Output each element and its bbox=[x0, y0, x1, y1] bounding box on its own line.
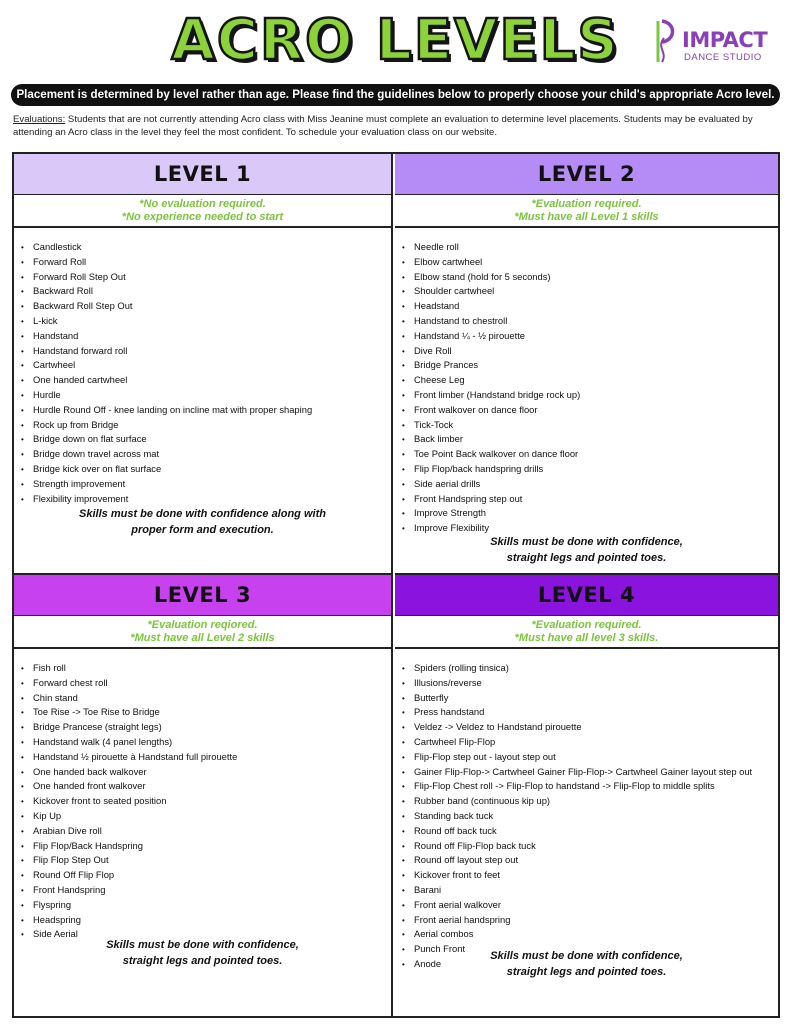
skill-item bbox=[21, 720, 391, 735]
bullet-icon: • bbox=[21, 930, 24, 940]
skill-label: Elbow stand (hold for 5 seconds) bbox=[414, 270, 551, 282]
skill-label: Improve Strength bbox=[414, 507, 486, 519]
bullet-icon: • bbox=[402, 723, 405, 733]
requirement-line: *Must have all Level 2 skills bbox=[130, 632, 275, 644]
skill-item bbox=[402, 462, 778, 477]
skill-label: Illusions/reverse bbox=[414, 676, 482, 688]
skill-label: Headspring bbox=[33, 913, 81, 925]
skill-item bbox=[402, 284, 778, 299]
skill-label: Improve Flexibility bbox=[414, 522, 490, 534]
skill-label: Butterfly bbox=[414, 691, 449, 703]
skill-label: Backward Roll Step Out bbox=[33, 300, 133, 312]
level-4-title: LEVEL 4 bbox=[395, 575, 778, 615]
bullet-icon: • bbox=[21, 664, 24, 673]
requirement-line: *Must have all Level 1 skills bbox=[514, 211, 659, 223]
skill-label: Standing back tuck bbox=[414, 809, 494, 821]
skill-label: Arabian Dive roll bbox=[33, 824, 102, 836]
skill-item bbox=[402, 358, 778, 373]
skill-label: Rock up from Bridge bbox=[33, 418, 119, 430]
skill-item bbox=[21, 691, 391, 706]
bullet-icon: • bbox=[21, 316, 24, 326]
skill-item bbox=[21, 358, 391, 373]
skill-label: Flyspring bbox=[33, 898, 72, 910]
levels-grid bbox=[12, 152, 780, 1018]
requirement-line: *Evaluation reqiored. bbox=[147, 619, 258, 631]
skill-item bbox=[21, 344, 391, 359]
note-line: Skills must be done with confidence along with bbox=[79, 508, 326, 520]
skill-item bbox=[402, 868, 778, 883]
skill-label: Hurdle bbox=[33, 388, 61, 400]
skill-item bbox=[402, 314, 778, 329]
skill-item bbox=[402, 388, 778, 403]
level-2-requirements bbox=[395, 194, 778, 228]
logo-name: IMPACT bbox=[682, 28, 768, 52]
skill-item bbox=[21, 388, 391, 403]
skill-item bbox=[21, 779, 391, 794]
skill-label: Front aerial walkover bbox=[414, 898, 502, 910]
skill-item bbox=[21, 255, 391, 270]
bullet-icon: • bbox=[402, 243, 405, 252]
skill-label: Flip Flop/Back Handspring bbox=[33, 839, 143, 851]
skill-item bbox=[402, 255, 778, 270]
bullet-icon: • bbox=[402, 752, 405, 762]
skill-item bbox=[21, 883, 391, 898]
skill-item bbox=[21, 750, 391, 765]
skill-item bbox=[402, 853, 778, 868]
skill-label: Tick-Tock bbox=[414, 418, 454, 430]
skill-item bbox=[402, 824, 778, 839]
bullet-icon: • bbox=[21, 915, 24, 925]
skill-label: Flip-Flop step out - layout step out bbox=[414, 750, 556, 762]
studio-logo bbox=[652, 18, 772, 72]
skill-label: One handed cartwheel bbox=[33, 374, 128, 386]
level-1-note bbox=[14, 506, 391, 538]
skill-label: Round off layout step out bbox=[414, 854, 519, 866]
bullet-icon: • bbox=[21, 435, 24, 445]
skill-label: Handstand ½ pirouette à Handstand full pirouette bbox=[33, 750, 238, 762]
skill-label: Forward Roll Step Out bbox=[33, 270, 126, 282]
bullet-icon: • bbox=[402, 272, 405, 282]
skill-label: Hurdle Round Off - knee landing on incline mat with proper shaping bbox=[33, 403, 313, 415]
bullet-icon: • bbox=[21, 782, 24, 792]
skill-item bbox=[402, 506, 778, 521]
bullet-icon: • bbox=[402, 885, 405, 895]
skill-label: Elbow cartwheel bbox=[414, 255, 483, 267]
skill-label: Side Aerial bbox=[33, 928, 78, 940]
level-1-requirements bbox=[14, 194, 391, 228]
level-3-note bbox=[14, 937, 391, 969]
skill-label: Front Handspring bbox=[33, 883, 106, 895]
skill-label: Veldez -> Veldez to Handstand pirouette bbox=[414, 721, 582, 733]
skill-label: Needle roll bbox=[414, 241, 459, 252]
skill-item bbox=[21, 477, 391, 492]
skill-item bbox=[21, 462, 391, 477]
bullet-icon: • bbox=[21, 856, 24, 866]
skill-label: Front walkover on dance floor bbox=[414, 403, 538, 415]
skill-label: Round off back tuck bbox=[414, 824, 497, 836]
skill-item bbox=[21, 765, 391, 780]
logo-subtitle: DANCE STUDIO bbox=[684, 52, 762, 63]
level-3-skill-list bbox=[14, 649, 391, 942]
skill-label: Forward Roll bbox=[33, 255, 87, 267]
skill-item bbox=[402, 839, 778, 854]
skill-item bbox=[21, 447, 391, 462]
bullet-icon: • bbox=[402, 464, 405, 474]
skill-item bbox=[402, 765, 778, 780]
bullet-icon: • bbox=[402, 509, 405, 519]
bullet-icon: • bbox=[402, 257, 405, 267]
bullet-icon: • bbox=[21, 243, 24, 252]
bullet-icon: • bbox=[402, 826, 405, 836]
skill-label: Handstand walk (4 panel lengths) bbox=[33, 735, 173, 747]
skill-item bbox=[21, 284, 391, 299]
bullet-icon: • bbox=[402, 287, 405, 297]
bullet-icon: • bbox=[402, 900, 405, 910]
skill-item bbox=[402, 447, 778, 462]
requirement-line: *No evaluation required. bbox=[139, 198, 266, 210]
skill-label: Handstand to chestroll bbox=[414, 314, 508, 326]
skill-label: Front limber (Handstand bridge rock up) bbox=[414, 388, 581, 400]
bullet-icon: • bbox=[21, 885, 24, 895]
level-4-note bbox=[395, 948, 778, 980]
skill-label: Bridge kick over on flat surface bbox=[33, 462, 162, 474]
bullet-icon: • bbox=[21, 390, 24, 400]
note-line: Skills must be done with confidence, bbox=[490, 536, 683, 548]
skill-item bbox=[402, 661, 778, 676]
bullet-icon: • bbox=[402, 871, 405, 881]
skill-label: One handed front walkover bbox=[33, 780, 146, 792]
bullet-icon: • bbox=[402, 361, 405, 371]
skill-item bbox=[21, 373, 391, 388]
bullet-icon: • bbox=[21, 272, 24, 282]
skill-label: Front aerial handspring bbox=[414, 913, 511, 925]
skill-item bbox=[402, 883, 778, 898]
skill-item bbox=[402, 750, 778, 765]
skill-item bbox=[402, 720, 778, 735]
bullet-icon: • bbox=[21, 405, 24, 415]
skill-label: Punch Front bbox=[414, 943, 466, 955]
level-3-section bbox=[14, 573, 393, 1016]
skill-label: Handstand bbox=[33, 329, 79, 341]
skill-label: Front Handspring step out bbox=[414, 492, 523, 504]
bullet-icon: • bbox=[21, 723, 24, 733]
requirement-line: *Must have all level 3 skills. bbox=[514, 632, 659, 644]
note-line: Skills must be done with confidence, bbox=[106, 939, 299, 951]
skill-label: Bridge Prances bbox=[414, 359, 479, 371]
skill-item bbox=[21, 913, 391, 928]
skill-item bbox=[402, 270, 778, 285]
bullet-icon: • bbox=[21, 494, 24, 504]
bullet-icon: • bbox=[402, 331, 405, 341]
bullet-icon: • bbox=[402, 737, 405, 747]
skill-item bbox=[21, 735, 391, 750]
skill-label: Handstand forward roll bbox=[33, 344, 128, 356]
bullet-icon: • bbox=[402, 664, 405, 673]
bullet-icon: • bbox=[21, 450, 24, 460]
skill-item bbox=[402, 779, 778, 794]
bullet-icon: • bbox=[402, 959, 405, 969]
skill-item bbox=[21, 661, 391, 676]
skill-label: Toe Point Back walkover on dance floor bbox=[414, 448, 579, 460]
bullet-icon: • bbox=[402, 479, 405, 489]
bullet-icon: • bbox=[21, 331, 24, 341]
skill-label: Candlestick bbox=[33, 241, 82, 252]
bullet-icon: • bbox=[21, 479, 24, 489]
bullet-icon: • bbox=[402, 435, 405, 445]
bullet-icon: • bbox=[21, 361, 24, 371]
placement-banner: Placement is determined by level rather than age. Please find the guidelines below to properly choose your child's appropriate Acro level. bbox=[11, 84, 780, 106]
skill-item bbox=[402, 418, 778, 433]
bullet-icon: • bbox=[21, 420, 24, 430]
skill-label: Backward Roll bbox=[33, 285, 93, 297]
bullet-icon: • bbox=[402, 811, 405, 821]
bullet-icon: • bbox=[21, 678, 24, 688]
skill-label: Side aerial drills bbox=[414, 477, 481, 489]
skill-label: Press handstand bbox=[414, 706, 485, 718]
logo-mark-icon bbox=[652, 18, 678, 64]
skill-label: Kip Up bbox=[33, 809, 62, 821]
skill-label: L-kick bbox=[33, 314, 58, 326]
skill-item bbox=[21, 329, 391, 344]
skill-item bbox=[21, 403, 391, 418]
skill-item bbox=[402, 344, 778, 359]
skill-item bbox=[21, 270, 391, 285]
skill-item bbox=[21, 299, 391, 314]
level-1-skill-list bbox=[14, 228, 391, 506]
skill-label: Handstand ¼ - ½ pirouette bbox=[414, 329, 526, 341]
bullet-icon: • bbox=[402, 524, 405, 534]
skill-item bbox=[402, 432, 778, 447]
note-line: Skills must be done with confidence, bbox=[490, 950, 683, 962]
evaluation-label: Evaluations: bbox=[13, 114, 66, 125]
skill-item bbox=[402, 299, 778, 314]
bullet-icon: • bbox=[21, 797, 24, 807]
skill-item bbox=[21, 240, 391, 255]
skill-item bbox=[402, 477, 778, 492]
skill-label: Flexibility improvement bbox=[33, 492, 129, 504]
requirement-line: *Evaluation required. bbox=[531, 198, 642, 210]
bullet-icon: • bbox=[21, 302, 24, 312]
bullet-icon: • bbox=[21, 767, 24, 777]
skill-label: Fish roll bbox=[33, 662, 66, 673]
skill-label: Kickover front to seated position bbox=[33, 795, 167, 807]
bullet-icon: • bbox=[402, 693, 405, 703]
bullet-icon: • bbox=[402, 376, 405, 386]
skill-item bbox=[402, 373, 778, 388]
skill-label: Strength improvement bbox=[33, 477, 126, 489]
skill-item bbox=[402, 913, 778, 928]
note-line: straight legs and pointed toes. bbox=[122, 955, 283, 967]
skill-item bbox=[21, 824, 391, 839]
bullet-icon: • bbox=[21, 257, 24, 267]
skill-item bbox=[21, 418, 391, 433]
bullet-icon: • bbox=[21, 871, 24, 881]
skill-item bbox=[21, 705, 391, 720]
bullet-icon: • bbox=[402, 841, 405, 851]
skill-item bbox=[21, 868, 391, 883]
bullet-icon: • bbox=[402, 494, 405, 504]
skill-label: Gainer Flip-Flop-> Cartwheel Gainer Flip-Flop-> Cartwheel Gainer layout step out bbox=[414, 765, 753, 777]
bullet-icon: • bbox=[402, 915, 405, 925]
bullet-icon: • bbox=[21, 811, 24, 821]
skill-label: Round off Flip-Flop back tuck bbox=[414, 839, 536, 851]
skill-item bbox=[402, 735, 778, 750]
skill-item bbox=[402, 898, 778, 913]
bullet-icon: • bbox=[21, 464, 24, 474]
skill-label: Anode bbox=[414, 957, 442, 969]
level-4-section bbox=[395, 573, 778, 1016]
skill-item bbox=[402, 676, 778, 691]
skill-label: Bridge down on flat surface bbox=[33, 433, 147, 445]
bullet-icon: • bbox=[402, 797, 405, 807]
bullet-icon: • bbox=[402, 782, 405, 792]
skill-item bbox=[21, 853, 391, 868]
bullet-icon: • bbox=[402, 856, 405, 866]
skill-label: Forward chest roll bbox=[33, 676, 108, 688]
level-2-note bbox=[395, 534, 778, 566]
skill-label: Kickover front to feet bbox=[414, 869, 500, 881]
requirement-line: *No experience needed to start bbox=[121, 211, 284, 223]
skill-label: Cartwheel bbox=[33, 359, 76, 371]
skill-label: Aerial combos bbox=[414, 928, 474, 940]
bullet-icon: • bbox=[402, 708, 405, 718]
bullet-icon: • bbox=[402, 405, 405, 415]
level-3-title: LEVEL 3 bbox=[14, 575, 391, 615]
skill-label: Barani bbox=[414, 883, 442, 895]
skill-item bbox=[21, 314, 391, 329]
skill-label: Flip-Flop Chest roll -> Flip-Flop to handstand -> Flip-Flop to middle splits bbox=[414, 780, 715, 792]
bullet-icon: • bbox=[21, 287, 24, 297]
bullet-icon: • bbox=[21, 841, 24, 851]
evaluation-text: Students that are not currently attending Acro class with Miss Jeanine must complete an evaluation to determine level placements. Students may be evaluated by attending an Acro class in the level they feel the most confident. To schedule your evaluation class on our website. bbox=[13, 114, 753, 138]
bullet-icon: • bbox=[402, 316, 405, 326]
skill-label: Cheese Leg bbox=[414, 374, 465, 386]
bullet-icon: • bbox=[21, 737, 24, 747]
skill-item bbox=[21, 809, 391, 824]
level-4-requirements bbox=[395, 615, 778, 649]
skill-label: Spiders (rolling tinsica) bbox=[414, 662, 509, 673]
skill-item bbox=[402, 927, 778, 942]
bullet-icon: • bbox=[402, 767, 405, 777]
level-2-skill-list bbox=[395, 228, 778, 536]
bullet-icon: • bbox=[402, 420, 405, 430]
skill-item bbox=[21, 432, 391, 447]
bullet-icon: • bbox=[402, 450, 405, 460]
level-1-section bbox=[14, 154, 393, 573]
skill-label: Back limber bbox=[414, 433, 463, 445]
skill-label: Shoulder cartwheel bbox=[414, 285, 495, 297]
bullet-icon: • bbox=[21, 346, 24, 356]
skill-label: One handed back walkover bbox=[33, 765, 147, 777]
skill-item bbox=[21, 676, 391, 691]
note-line: straight legs and pointed toes. bbox=[506, 966, 667, 978]
bullet-icon: • bbox=[402, 930, 405, 940]
skill-label: Chin stand bbox=[33, 691, 78, 703]
level-2-title: LEVEL 2 bbox=[395, 154, 778, 194]
skill-item bbox=[21, 839, 391, 854]
skill-label: Flip Flop/back handspring drills bbox=[414, 462, 544, 474]
skill-label: Dive Roll bbox=[414, 344, 452, 356]
skill-item bbox=[402, 329, 778, 344]
evaluation-paragraph bbox=[13, 113, 779, 139]
skill-label: Headstand bbox=[414, 300, 460, 312]
skill-item bbox=[402, 809, 778, 824]
skill-label: Round Off Flip Flop bbox=[33, 869, 115, 881]
skill-item bbox=[402, 240, 778, 255]
skill-label: Cartwheel Flip-Flop bbox=[414, 735, 496, 747]
skill-item bbox=[402, 492, 778, 507]
bullet-icon: • bbox=[402, 346, 405, 356]
note-line: proper form and execution. bbox=[131, 524, 274, 536]
bullet-icon: • bbox=[402, 945, 405, 955]
page-title: ACRO LEVELS bbox=[171, 8, 620, 73]
requirement-line: *Evaluation required. bbox=[531, 619, 642, 631]
skill-item bbox=[402, 794, 778, 809]
bullet-icon: • bbox=[21, 900, 24, 910]
skill-item bbox=[21, 492, 391, 507]
skill-label: Bridge Prancese (straight legs) bbox=[33, 721, 162, 733]
bullet-icon: • bbox=[402, 390, 405, 400]
skill-item bbox=[21, 898, 391, 913]
skill-item bbox=[21, 794, 391, 809]
skill-item bbox=[402, 705, 778, 720]
bullet-icon: • bbox=[21, 708, 24, 718]
skill-item bbox=[402, 403, 778, 418]
bullet-icon: • bbox=[21, 693, 24, 703]
level-1-title: LEVEL 1 bbox=[14, 154, 391, 194]
skill-label: Flip Flop Step Out bbox=[33, 854, 109, 866]
skill-label: Toe Rise -> Toe Rise to Bridge bbox=[33, 706, 160, 718]
level-2-section bbox=[395, 154, 778, 573]
bullet-icon: • bbox=[402, 302, 405, 312]
bullet-icon: • bbox=[21, 376, 24, 386]
skill-item bbox=[402, 691, 778, 706]
note-line: straight legs and pointed toes. bbox=[506, 552, 667, 564]
skill-label: Bridge down travel across mat bbox=[33, 448, 160, 460]
level-3-requirements bbox=[14, 615, 391, 649]
bullet-icon: • bbox=[21, 826, 24, 836]
bullet-icon: • bbox=[21, 752, 24, 762]
skill-label: Rubber band (continuous kip up) bbox=[414, 795, 551, 807]
bullet-icon: • bbox=[402, 678, 405, 688]
level-4-skill-list bbox=[395, 649, 778, 972]
